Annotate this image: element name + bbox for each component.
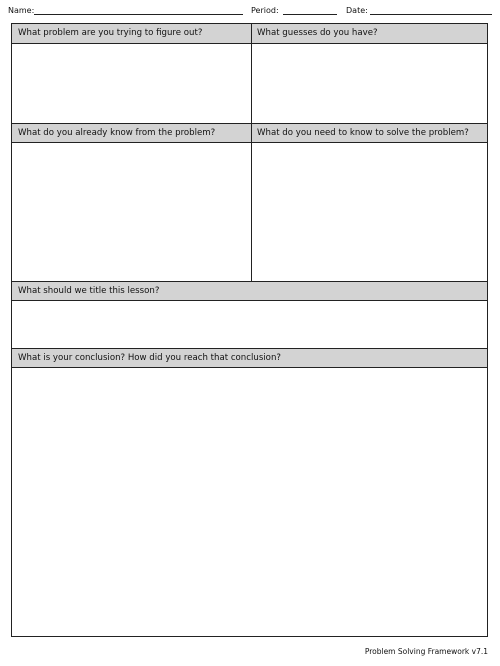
- period-field[interactable]: [283, 14, 337, 15]
- date-field[interactable]: [370, 14, 492, 15]
- period-label: Period:: [251, 6, 279, 15]
- title-question: What should we title this lesson?: [12, 282, 487, 300]
- need-question: What do you need to know to solve the problem?: [251, 124, 487, 142]
- guesses-question: What guesses do you have?: [251, 24, 487, 43]
- problem-solving-grid: [11, 23, 488, 637]
- date-label: Date:: [346, 6, 368, 15]
- know-answer-box[interactable]: [12, 143, 251, 281]
- name-field[interactable]: [34, 14, 243, 15]
- column-divider: [251, 24, 252, 281]
- need-answer-box[interactable]: [252, 143, 487, 281]
- conclusion-answer-box[interactable]: [12, 368, 487, 636]
- guesses-answer-box[interactable]: [252, 44, 487, 123]
- problem-question: What problem are you trying to figure out?: [12, 24, 251, 43]
- conclusion-question: What is your conclusion? How did you reach that conclusion?: [12, 349, 487, 367]
- title-answer-box[interactable]: [12, 301, 487, 348]
- name-label: Name:: [8, 6, 35, 15]
- worksheet-header: [8, 5, 492, 17]
- framework-version: Problem Solving Framework v7.1: [364, 647, 488, 656]
- problem-answer-box[interactable]: [12, 44, 251, 123]
- know-question: What do you already know from the problem?: [12, 124, 251, 142]
